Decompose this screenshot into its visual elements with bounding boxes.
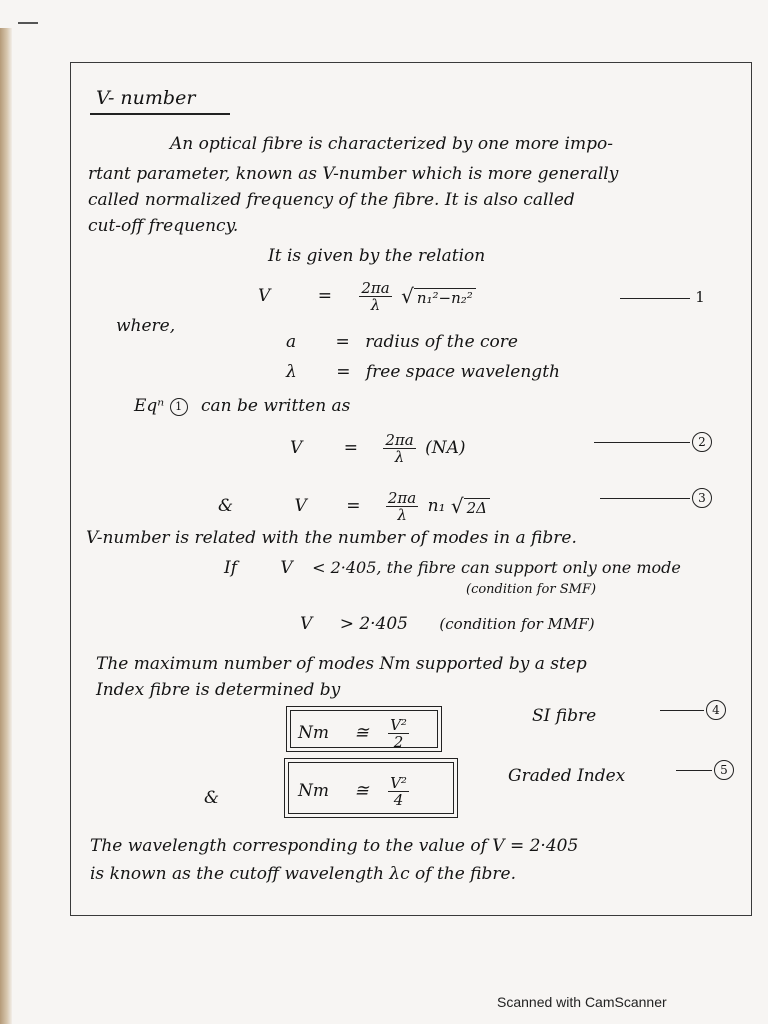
eq4-fraction: [388, 717, 409, 750]
eq4-denominator: 2: [393, 733, 404, 751]
eq1-lhs: V: [258, 286, 271, 306]
equation-3: [218, 490, 490, 523]
condition-smf-note: (condition for SMF): [466, 582, 597, 597]
eq4-numerator: V²: [390, 716, 407, 734]
final-line-2: is known as the cutoff wavelength λc of the fibre.: [90, 864, 516, 884]
eq-note: [134, 396, 350, 416]
max-line-2: Index fibre is determined by: [96, 680, 341, 700]
cond2-v: V: [300, 614, 313, 634]
eq2-rhs: (NA): [425, 438, 466, 458]
condition-mmf: [300, 614, 595, 634]
cond1-v: V: [280, 558, 293, 578]
eq5-ampersand: &: [204, 788, 220, 808]
eq1-numerator: 2πa: [361, 279, 390, 297]
eq1-radicand: n₁²−n₂²: [414, 288, 476, 307]
eq5-label: Graded Index: [508, 766, 626, 786]
max-line-1: The maximum number of modes Nm supported by a step: [96, 654, 587, 674]
eq2-equals: =: [343, 438, 358, 458]
def-wavelength-symbol: λ: [286, 362, 297, 382]
eq2-reference: [594, 432, 714, 452]
eq4-number: 4: [706, 700, 726, 720]
equation-4: [298, 717, 413, 750]
eq-note-text: can be written as: [201, 396, 351, 416]
equation-5: [298, 775, 413, 808]
condition-smf: [224, 558, 681, 578]
def-radius-symbol: a: [286, 332, 297, 352]
eq3-radicand: 2Δ: [464, 498, 490, 517]
equation-1: [258, 280, 476, 313]
eq3-lhs: V: [294, 496, 307, 516]
cond2-note: (condition for MMF): [439, 615, 595, 633]
eq5-number: 5: [714, 760, 734, 780]
cond1-relation: < 2·405, the fibre can support only one mode: [312, 558, 681, 577]
relation-text: It is given by the relation: [268, 246, 486, 266]
eq3-denominator: λ: [397, 506, 407, 524]
eq3-equals: =: [346, 496, 361, 516]
eq3-ampersand: &: [218, 496, 234, 516]
def-radius-equals: =: [335, 332, 350, 352]
cond2-relation: > 2·405: [339, 614, 409, 634]
edge-mark: [18, 22, 38, 24]
page-title: V- number: [96, 87, 196, 109]
eq2-numerator: 2πa: [385, 431, 414, 449]
eq3-fraction: [386, 490, 418, 523]
eq5-denominator: 4: [393, 791, 404, 809]
intro-line-1: An optical fibre is characterized by one more impo-: [170, 134, 613, 154]
eq2-denominator: λ: [394, 448, 405, 466]
eq4-lhs: Nm: [298, 723, 329, 743]
eq-note-ref: 1: [170, 398, 188, 416]
equation-2: [290, 432, 466, 465]
eq1-reference: [620, 288, 710, 308]
eq5-fraction: [388, 775, 409, 808]
def-wavelength: [286, 362, 560, 382]
eq5-numerator: V²: [390, 774, 407, 792]
eq3-reference: [600, 488, 712, 508]
where-label: where,: [116, 316, 176, 336]
title-underline: [90, 113, 230, 115]
def-radius-text: radius of the core: [365, 332, 518, 352]
eq4-equals: ≅: [354, 723, 369, 743]
eq2-number: 2: [692, 432, 712, 452]
eq3-sqrt: √ 2Δ: [451, 496, 490, 518]
eq1-equals: =: [317, 286, 332, 306]
eq1-number: 1: [695, 288, 705, 306]
eq5-equals: ≅: [354, 781, 369, 801]
intro-line-2: rtant parameter, known as V-number which is more generally: [88, 164, 619, 184]
eq3-n1: n₁: [427, 496, 446, 516]
def-radius: [286, 332, 518, 352]
eq-note-prefix: Eqⁿ: [134, 396, 165, 416]
eq2-fraction: [383, 432, 415, 465]
scanner-watermark: Scanned with CamScanner: [497, 994, 667, 1010]
final-line-1: The wavelength corresponding to the value of V = 2·405: [90, 836, 579, 856]
def-wavelength-equals: =: [336, 362, 351, 382]
eq1-fraction: [359, 280, 391, 313]
eq1-denominator: λ: [370, 296, 381, 314]
eq1-sqrt: √ n₁²−n₂²: [401, 286, 476, 308]
def-wavelength-text: free space wavelength: [365, 362, 560, 382]
eq5-reference: [676, 760, 738, 780]
cond1-if: If: [224, 558, 238, 578]
intro-line-4: cut-off frequency.: [88, 216, 239, 236]
intro-line-3: called normalized frequency of the fibre. It is also called: [88, 190, 575, 210]
eq5-lhs: Nm: [298, 781, 329, 801]
page-edge: [0, 28, 12, 1024]
eq4-label: SI fibre: [532, 706, 597, 726]
eq2-lhs: V: [290, 438, 303, 458]
modes-line: V-number is related with the number of modes in a fibre.: [86, 528, 577, 548]
eq3-numerator: 2πa: [387, 489, 417, 507]
eq3-number: 3: [692, 488, 712, 508]
eq4-reference: [660, 700, 732, 720]
